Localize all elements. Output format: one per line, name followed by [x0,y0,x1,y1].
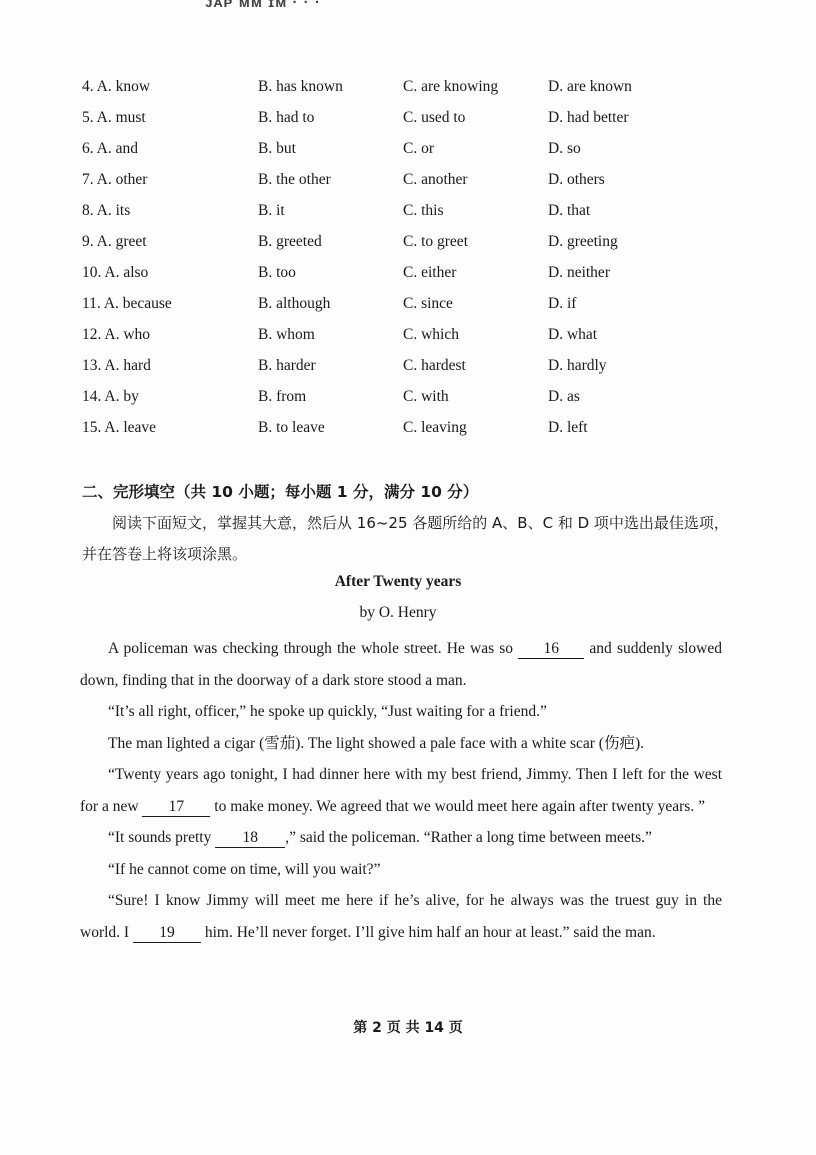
answer-options-list [0,74,816,446]
option-a: 15. A. leave [82,419,157,436]
option-d: D. that [548,202,591,219]
option-a: 9. A. greet [82,233,147,250]
option-b: B. it [258,202,285,219]
option-d: D. what [548,326,598,343]
option-a: 4. A. know [82,78,151,95]
paragraph-text: “Sure! I know Jimmy will meet me here if he’s alive, for he always was the truest guy in the world. I [80,892,722,941]
option-row [0,74,816,105]
option-c: C. another [403,171,468,188]
option-b: B. has known [258,78,343,95]
option-c: C. which [403,326,459,343]
paragraph-text: “It’s all right, officer,” he spoke up quickly, “Just waiting for a friend.” [108,703,547,720]
option-d: D. hardly [548,357,607,374]
story-title: After Twenty years [334,573,462,590]
section-instructions: 阅读下面短文，掌握其大意，然后从 16~25 各题所给的 A、B、C 和 D 项中选出最佳选项，并在答卷上将该项涂黑。 [82,514,729,563]
option-b: B. whom [258,326,315,343]
option-c: C. with [403,388,449,405]
section-title: 二、完形填空（共 10 小题；每小题 1 分，满分 10 分） [82,483,479,501]
option-d: D. so [548,140,581,157]
story-paragraph [80,822,722,854]
option-c: C. or [403,140,434,157]
option-row [0,105,816,136]
option-a: 5. A. must [82,109,146,126]
option-row [0,136,816,167]
option-a: 11. A. because [82,295,172,312]
option-b: B. but [258,140,296,157]
option-d: D. as [548,388,580,405]
option-a: 6. A. and [82,140,138,157]
option-c: C. leaving [403,419,467,436]
story-paragraph [80,728,722,760]
paragraph-text: ,” said the policeman. “Rather a long time between meets.” [285,829,652,846]
option-row [0,260,816,291]
option-d: D. neither [548,264,610,281]
option-row [0,198,816,229]
option-c: C. either [403,264,457,281]
option-d: D. if [548,295,577,312]
paragraph-text: “Twenty years ago tonight, I had dinner here with my best friend, Jimmy. Then I left for the west for a new [80,766,722,815]
option-b: B. from [258,388,307,405]
cropped-header-text: ᴊᴀᴘ ᴍᴍ ɪᴍ · · · [205,0,321,11]
option-d: D. others [548,171,605,188]
option-c: C. are knowing [403,78,499,95]
option-b: B. the other [258,171,331,188]
option-row [0,415,816,446]
paragraph-text: him. He’ll never forget. I’ll give him half an hour at least.” said the man. [204,923,656,941]
option-b: B. although [258,295,331,312]
option-c: C. to greet [403,233,468,250]
option-c: C. this [403,202,444,219]
option-d: D. are known [548,78,632,95]
story-author: by O. Henry [359,604,437,621]
option-b: B. greeted [258,233,322,250]
story-paragraph [80,854,722,886]
option-c: C. used to [403,109,466,126]
paragraph-text: The man lighted a cigar (雪茄). The light showed a pale face with a white scar (伤疤). [108,734,644,752]
story-paragraph [80,759,722,822]
blank-16: 16 [518,640,584,659]
story-paragraph [80,885,722,948]
option-a: 14. A. by [82,388,139,405]
option-c: C. hardest [403,357,466,374]
paragraph-text: “If he cannot come on time, will you wait?” [108,860,381,878]
option-b: B. to leave [258,419,325,436]
option-row [0,384,816,415]
story-paragraph [80,696,722,728]
paragraph-text: A policeman was checking through the whole street. He was so [108,640,514,657]
paragraph-text: and suddenly slowed down, finding that in the doorway of a dark store stood a man. [80,640,723,689]
paragraph-text: to make money. We agreed that we would meet here again after twenty years. ” [214,797,705,815]
option-d: D. left [548,419,588,436]
story-paragraph [80,633,722,696]
blank-17: 17 [142,798,210,817]
option-a: 7. A. other [82,171,148,188]
option-b: B. harder [258,357,316,374]
option-a: 13. A. hard [82,357,151,374]
option-b: B. had to [258,109,315,126]
story-body [80,633,722,948]
blank-19: 19 [133,924,201,943]
page-footer: 第 2 页 共 14 页 [353,1020,463,1036]
option-a: 8. A. its [82,202,131,219]
blank-18: 18 [215,829,285,848]
option-row [0,291,816,322]
option-c: C. since [403,295,453,312]
option-row [0,229,816,260]
option-d: D. had better [548,109,629,126]
option-row [0,167,816,198]
option-d: D. greeting [548,233,618,250]
option-row [0,322,816,353]
option-a: 10. A. also [82,264,149,281]
paragraph-text: “It sounds pretty [108,829,212,846]
option-b: B. too [258,264,296,281]
option-a: 12. A. who [82,326,151,343]
option-row [0,353,816,384]
